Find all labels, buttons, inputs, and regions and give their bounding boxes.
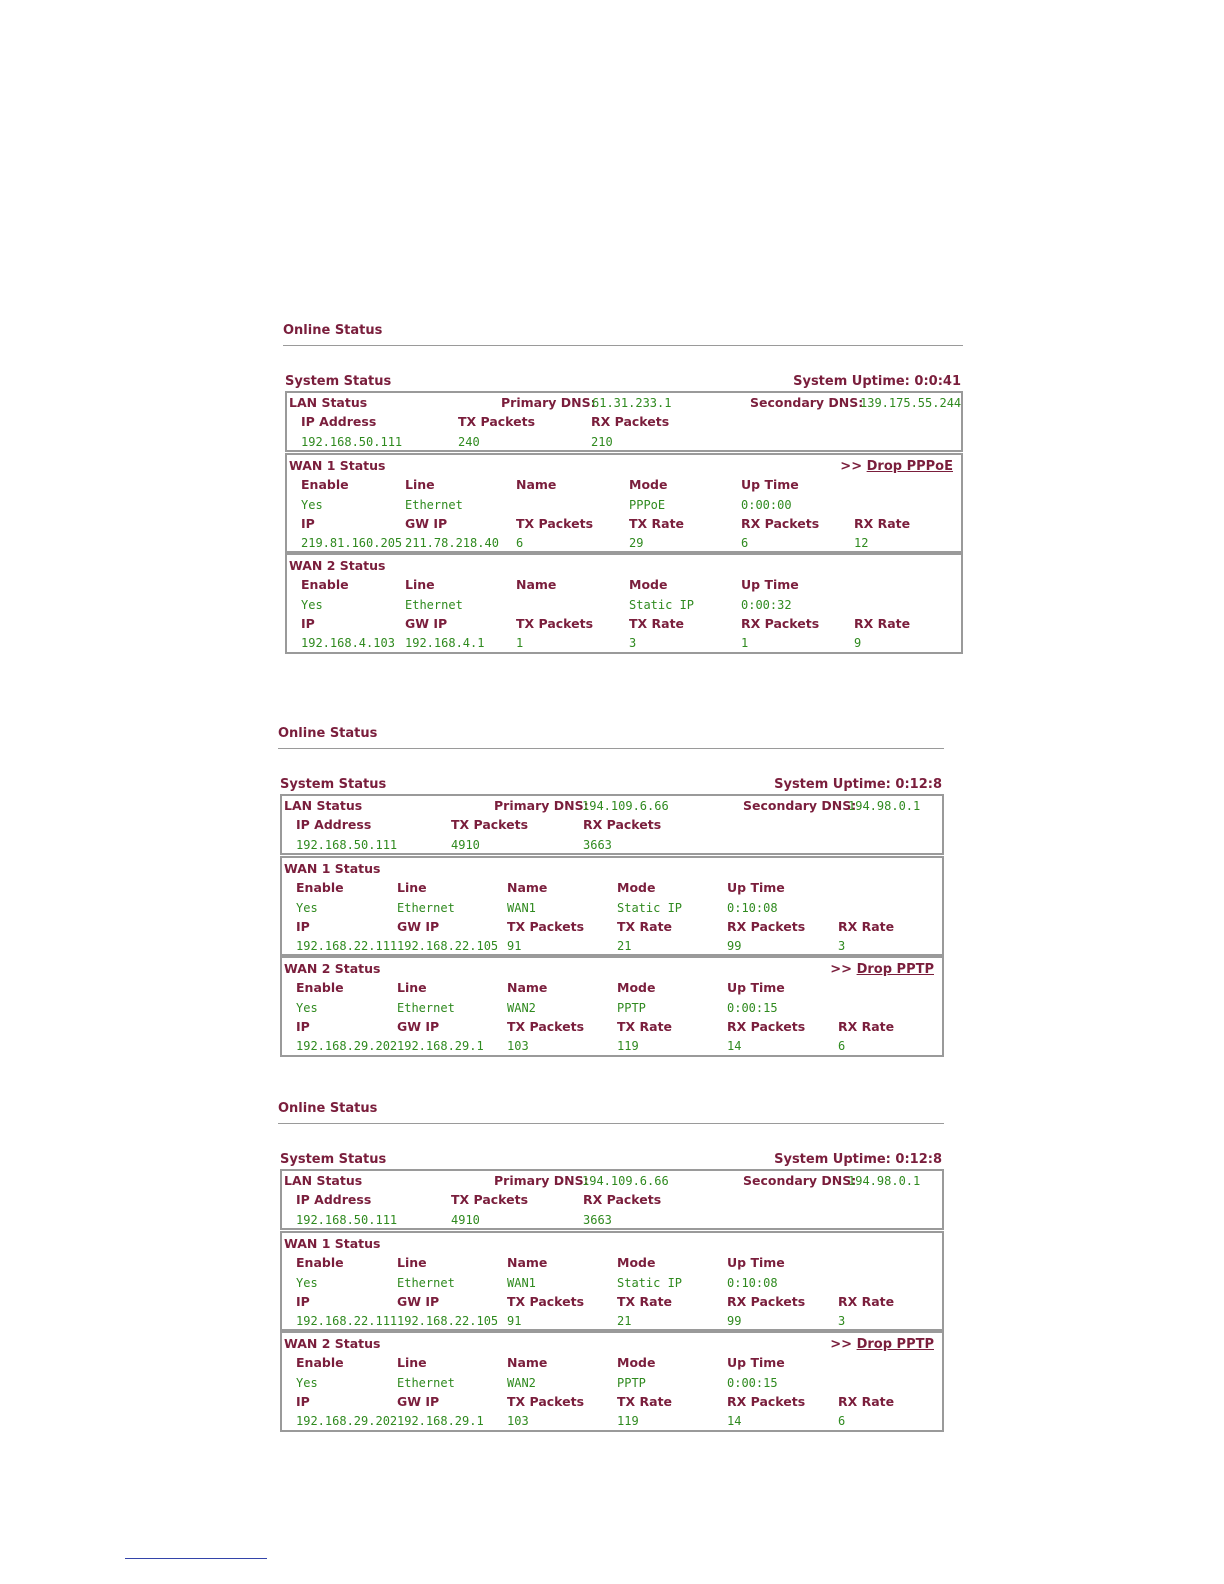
wan1-value1-2: WAN1 — [507, 1276, 536, 1290]
lan-value-1: 240 — [458, 435, 480, 449]
wan2-header2-4: RX Packets — [741, 616, 820, 631]
wan1-header1-3: Mode — [617, 1255, 656, 1270]
wan2-value1-4: 0:00:32 — [741, 598, 792, 612]
wan2-header2-1: GW IP — [397, 1019, 440, 1034]
wan1-value1-4: 0:10:08 — [727, 1276, 778, 1290]
wan1-value1-1: Ethernet — [397, 901, 455, 915]
drop-connection-link[interactable]: Drop PPPoE — [866, 459, 953, 474]
wan1-value1-4: 0:10:08 — [727, 901, 778, 915]
wan2-value2-2: 103 — [507, 1414, 529, 1428]
primary-dns-value: 194.109.6.66 — [582, 799, 669, 813]
wan2-value1-2: WAN2 — [507, 1001, 536, 1015]
wan2-header2-0: IP — [301, 616, 315, 631]
wan2-header2-5: RX Rate — [854, 616, 911, 631]
wan2-value2-1: 192.168.29.1 — [397, 1039, 484, 1053]
wan1-header2-4: RX Packets — [727, 1294, 806, 1309]
lan-status-title: LAN Status — [284, 1173, 363, 1188]
system-status-row — [285, 374, 961, 389]
wan1-value2-0: 219.81.160.205 — [301, 536, 403, 550]
wan2-header1-4: Up Time — [727, 980, 785, 995]
wan1-value2-4: 99 — [727, 939, 742, 953]
wan1-value2-5: 3 — [838, 1314, 846, 1328]
primary-dns-value: 194.109.6.66 — [582, 1174, 669, 1188]
footnote-divider — [125, 1558, 267, 1559]
lan-header-2: RX Packets — [583, 817, 662, 832]
wan1-header1-0: Enable — [296, 1255, 344, 1270]
lan-value-1: 4910 — [451, 1213, 480, 1227]
wan2-header2-2: TX Packets — [507, 1394, 585, 1409]
wan1-header2-5: RX Rate — [838, 1294, 895, 1309]
wan2-header1-1: Line — [405, 577, 435, 592]
drop-arrow: >> — [840, 459, 863, 474]
system-uptime: System Uptime: 0:12:8 — [774, 777, 942, 792]
wan1-value1-2: WAN1 — [507, 901, 536, 915]
lan-header-0: IP Address — [301, 414, 377, 429]
title-divider — [278, 748, 944, 749]
drop-arrow: >> — [830, 1337, 853, 1352]
wan1-header1-3: Mode — [617, 880, 656, 895]
page-title: Online Status — [278, 1101, 378, 1116]
lan-status-box — [280, 794, 944, 855]
wan1-header2-0: IP — [296, 919, 310, 934]
lan-value-2: 210 — [591, 435, 613, 449]
drop-arrow: >> — [830, 962, 853, 977]
wan1-header2-4: RX Packets — [727, 919, 806, 934]
wan2-value2-5: 6 — [838, 1414, 846, 1428]
wan1-header2-3: TX Rate — [617, 1294, 673, 1309]
wan1-status-box — [285, 453, 963, 553]
wan2-status-title: WAN 2 Status — [284, 1336, 381, 1351]
wan1-value2-1: 192.168.22.105 — [397, 939, 499, 953]
wan2-value2-4: 14 — [727, 1039, 742, 1053]
wan1-header2-1: GW IP — [397, 919, 440, 934]
wan2-status-title: WAN 2 Status — [289, 558, 386, 573]
wan2-value1-0: Yes — [301, 598, 323, 612]
wan1-header1-4: Up Time — [727, 1255, 785, 1270]
wan2-header2-1: GW IP — [397, 1394, 440, 1409]
lan-header-2: RX Packets — [591, 414, 670, 429]
system-status-label: System Status — [285, 374, 392, 389]
secondary-dns-label: Secondary DNS: — [743, 1173, 857, 1188]
lan-value-0: 192.168.50.111 — [301, 435, 403, 449]
online-status-panel — [278, 726, 944, 1066]
wan1-header2-4: RX Packets — [741, 516, 820, 531]
wan2-header2-4: RX Packets — [727, 1394, 806, 1409]
wan2-value2-1: 192.168.4.1 — [405, 636, 485, 650]
wan2-value2-4: 14 — [727, 1414, 742, 1428]
wan2-value1-4: 0:00:15 — [727, 1376, 778, 1390]
wan2-header1-3: Mode — [617, 980, 656, 995]
wan2-value2-2: 103 — [507, 1039, 529, 1053]
online-status-panel — [283, 323, 963, 663]
wan2-value1-3: Static IP — [629, 598, 695, 612]
wan2-value1-0: Yes — [296, 1001, 318, 1015]
wan1-header2-0: IP — [301, 516, 315, 531]
lan-header-0: IP Address — [296, 1192, 372, 1207]
primary-dns-label: Primary DNS: — [494, 1173, 589, 1188]
secondary-dns-value: 194.98.0.1 — [848, 1174, 921, 1188]
wan2-header2-5: RX Rate — [838, 1394, 895, 1409]
secondary-dns-label: Secondary DNS: — [750, 395, 864, 410]
title-divider — [278, 1123, 944, 1124]
wan1-value1-3: Static IP — [617, 1276, 683, 1290]
wan1-value1-1: Ethernet — [405, 498, 463, 512]
secondary-dns-label: Secondary DNS: — [743, 798, 857, 813]
wan1-header1-2: Name — [516, 477, 557, 492]
lan-value-0: 192.168.50.111 — [296, 1213, 398, 1227]
wan1-value1-1: Ethernet — [397, 1276, 455, 1290]
wan1-header2-1: GW IP — [405, 516, 448, 531]
wan2-header1-2: Name — [507, 1355, 548, 1370]
page-title: Online Status — [283, 323, 383, 338]
wan2-header1-2: Name — [507, 980, 548, 995]
wan2-value1-2: WAN2 — [507, 1376, 536, 1390]
system-status-row — [280, 777, 942, 792]
wan1-value2-5: 3 — [838, 939, 846, 953]
primary-dns-value: 61.31.233.1 — [592, 396, 672, 410]
wan2-value1-1: Ethernet — [405, 598, 463, 612]
wan1-value2-3: 29 — [629, 536, 644, 550]
lan-status-title: LAN Status — [289, 395, 368, 410]
lan-header-0: IP Address — [296, 817, 372, 832]
wan1-header2-2: TX Packets — [507, 1294, 585, 1309]
wan1-drop-action — [840, 459, 953, 474]
wan1-header1-0: Enable — [296, 880, 344, 895]
lan-value-0: 192.168.50.111 — [296, 838, 398, 852]
wan2-value1-1: Ethernet — [397, 1376, 455, 1390]
wan2-header2-3: TX Rate — [617, 1394, 673, 1409]
wan2-value1-4: 0:00:15 — [727, 1001, 778, 1015]
wan1-header1-0: Enable — [301, 477, 349, 492]
wan2-header2-5: RX Rate — [838, 1019, 895, 1034]
wan2-header1-0: Enable — [296, 1355, 344, 1370]
wan1-value2-1: 211.78.218.40 — [405, 536, 499, 550]
drop-connection-link[interactable]: Drop PPTP — [856, 1337, 934, 1352]
wan1-status-title: WAN 1 Status — [289, 458, 386, 473]
lan-status-box — [285, 391, 963, 452]
wan2-value2-3: 3 — [629, 636, 637, 650]
wan2-value2-4: 1 — [741, 636, 749, 650]
wan1-header2-5: RX Rate — [854, 516, 911, 531]
wan1-value1-0: Yes — [296, 1276, 318, 1290]
wan2-header1-1: Line — [397, 980, 427, 995]
wan2-drop-action — [830, 1337, 934, 1352]
wan2-header1-3: Mode — [617, 1355, 656, 1370]
wan1-header2-1: GW IP — [397, 1294, 440, 1309]
wan1-header1-4: Up Time — [727, 880, 785, 895]
wan2-value1-0: Yes — [296, 1376, 318, 1390]
wan1-status-title: WAN 1 Status — [284, 1236, 381, 1251]
wan1-header1-1: Line — [397, 880, 427, 895]
wan2-header2-0: IP — [296, 1394, 310, 1409]
page-title: Online Status — [278, 726, 378, 741]
wan1-value2-3: 21 — [617, 939, 632, 953]
wan2-header2-3: TX Rate — [629, 616, 685, 631]
wan1-header1-2: Name — [507, 1255, 548, 1270]
wan1-header1-3: Mode — [629, 477, 668, 492]
wan2-value2-3: 119 — [617, 1039, 639, 1053]
wan2-value1-1: Ethernet — [397, 1001, 455, 1015]
wan2-status-box — [280, 956, 944, 1057]
lan-header-1: TX Packets — [451, 1192, 529, 1207]
wan1-header1-2: Name — [507, 880, 548, 895]
wan2-header1-3: Mode — [629, 577, 668, 592]
wan1-status-box — [280, 856, 944, 956]
title-divider — [283, 345, 963, 346]
wan1-header2-2: TX Packets — [507, 919, 585, 934]
wan2-status-box — [280, 1331, 944, 1432]
wan1-value2-0: 192.168.22.111 — [296, 939, 398, 953]
lan-header-1: TX Packets — [451, 817, 529, 832]
wan1-header2-0: IP — [296, 1294, 310, 1309]
lan-value-1: 4910 — [451, 838, 480, 852]
drop-connection-link[interactable]: Drop PPTP — [856, 962, 934, 977]
lan-value-2: 3663 — [583, 1213, 612, 1227]
wan2-status-box — [285, 553, 963, 654]
wan2-value2-5: 9 — [854, 636, 862, 650]
primary-dns-label: Primary DNS: — [501, 395, 596, 410]
wan1-value1-4: 0:00:00 — [741, 498, 792, 512]
wan2-header2-2: TX Packets — [516, 616, 594, 631]
wan1-value2-2: 6 — [516, 536, 524, 550]
wan2-header1-1: Line — [397, 1355, 427, 1370]
wan2-value2-3: 119 — [617, 1414, 639, 1428]
secondary-dns-value: 194.98.0.1 — [848, 799, 921, 813]
wan2-value1-3: PPTP — [617, 1376, 646, 1390]
wan1-value2-2: 91 — [507, 939, 522, 953]
wan1-value2-1: 192.168.22.105 — [397, 1314, 499, 1328]
wan2-value2-0: 192.168.4.103 — [301, 636, 395, 650]
wan1-header1-1: Line — [405, 477, 435, 492]
wan1-value1-0: Yes — [301, 498, 323, 512]
wan1-value2-3: 21 — [617, 1314, 632, 1328]
wan2-status-title: WAN 2 Status — [284, 961, 381, 976]
wan1-status-box — [280, 1231, 944, 1331]
wan1-header2-2: TX Packets — [516, 516, 594, 531]
secondary-dns-value: 139.175.55.244 — [860, 396, 962, 410]
wan1-value1-0: Yes — [296, 901, 318, 915]
wan2-header2-0: IP — [296, 1019, 310, 1034]
wan2-value2-2: 1 — [516, 636, 524, 650]
wan1-header1-1: Line — [397, 1255, 427, 1270]
system-uptime: System Uptime: 0:12:8 — [774, 1152, 942, 1167]
system-status-label: System Status — [280, 1152, 387, 1167]
wan1-value2-4: 99 — [727, 1314, 742, 1328]
wan2-value2-0: 192.168.29.202 — [296, 1414, 398, 1428]
wan1-value2-5: 12 — [854, 536, 869, 550]
lan-value-2: 3663 — [583, 838, 612, 852]
wan2-header1-4: Up Time — [727, 1355, 785, 1370]
wan1-header2-3: TX Rate — [629, 516, 685, 531]
wan1-header2-5: RX Rate — [838, 919, 895, 934]
wan2-value1-3: PPTP — [617, 1001, 646, 1015]
wan2-header2-2: TX Packets — [507, 1019, 585, 1034]
wan1-header1-4: Up Time — [741, 477, 799, 492]
wan2-header1-0: Enable — [301, 577, 349, 592]
system-uptime: System Uptime: 0:0:41 — [793, 374, 961, 389]
wan2-value2-1: 192.168.29.1 — [397, 1414, 484, 1428]
lan-status-title: LAN Status — [284, 798, 363, 813]
wan2-drop-action — [830, 962, 934, 977]
wan2-value2-0: 192.168.29.202 — [296, 1039, 398, 1053]
wan2-header1-0: Enable — [296, 980, 344, 995]
lan-status-box — [280, 1169, 944, 1230]
online-status-panel — [278, 1101, 944, 1441]
lan-header-2: RX Packets — [583, 1192, 662, 1207]
wan2-header2-3: TX Rate — [617, 1019, 673, 1034]
system-status-row — [280, 1152, 942, 1167]
wan1-value1-3: Static IP — [617, 901, 683, 915]
wan1-value2-4: 6 — [741, 536, 749, 550]
wan2-value2-5: 6 — [838, 1039, 846, 1053]
wan2-header1-4: Up Time — [741, 577, 799, 592]
lan-header-1: TX Packets — [458, 414, 536, 429]
primary-dns-label: Primary DNS: — [494, 798, 589, 813]
wan2-header2-4: RX Packets — [727, 1019, 806, 1034]
wan1-value1-3: PPPoE — [629, 498, 666, 512]
wan2-header2-1: GW IP — [405, 616, 448, 631]
wan2-header1-2: Name — [516, 577, 557, 592]
wan1-header2-3: TX Rate — [617, 919, 673, 934]
system-status-label: System Status — [280, 777, 387, 792]
wan1-value2-2: 91 — [507, 1314, 522, 1328]
wan1-value2-0: 192.168.22.111 — [296, 1314, 398, 1328]
wan1-status-title: WAN 1 Status — [284, 861, 381, 876]
